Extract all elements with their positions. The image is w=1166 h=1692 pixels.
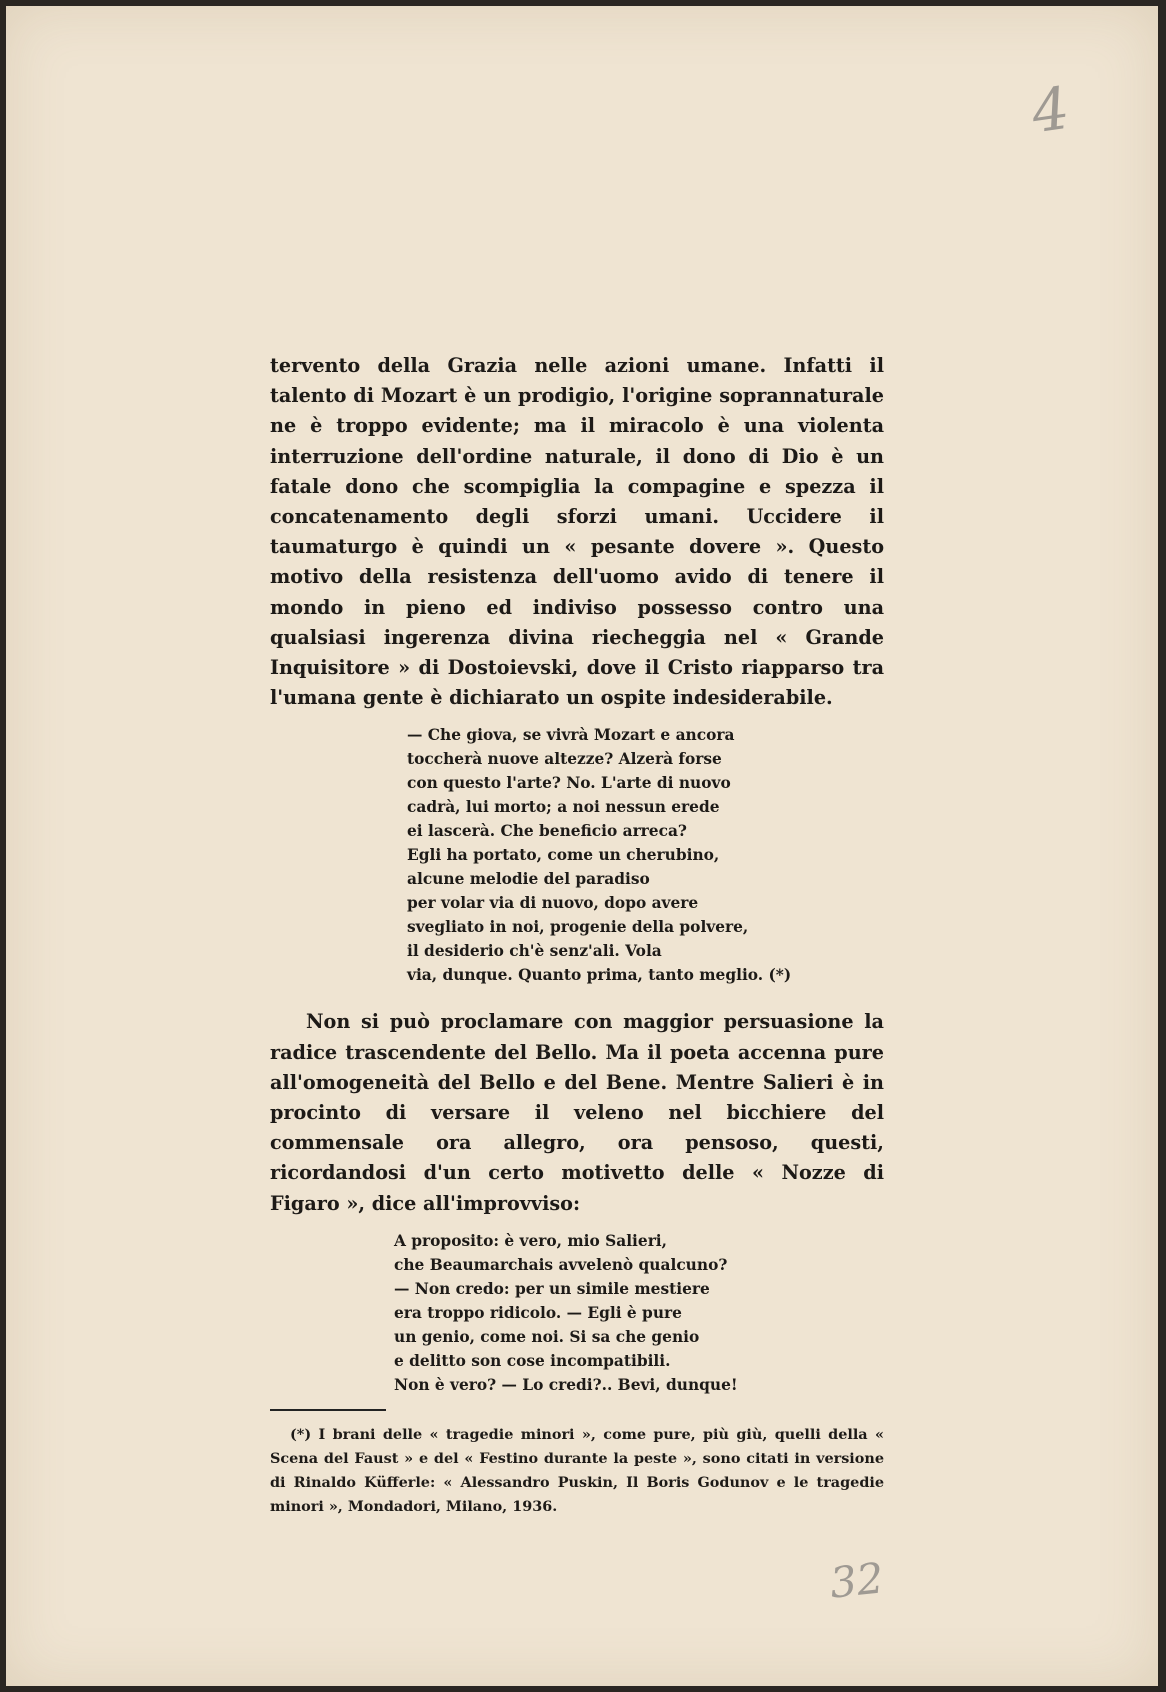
verse-block-2 bbox=[394, 1229, 884, 1397]
verse-line: — Non credo: per un simile mestiere bbox=[394, 1279, 710, 1298]
verse-line: Egli ha portato, come un cherubino, bbox=[407, 846, 720, 865]
paragraph-1: tervento della Grazia nelle azioni umane. Infatti il talento di Mozart è un prodigio, l'origine soprannaturale ne è troppo evidente; ma il miracolo è una violenta interruzione dell'ordine naturale, il dono di Dio è un fatale dono che scompiglia la compagine e spezza il concatenamento degli sforzi umani. Uccidere il taumaturgo è quindi un « pesante dovere ». Questo motivo della resistenza dell'uomo avido di tenere il mondo in pieno ed indiviso possesso contro una qualsiasi ingerenza divina riecheggia nel « Grande Inquisitore » di Dostoievski, dove il Cristo riapparso tra l'umana gente è dichiarato un ospite indesiderabile. bbox=[270, 354, 884, 710]
verse-line: toccherà nuove altezze? Alzerà forse bbox=[407, 750, 722, 769]
verse-block-1 bbox=[407, 723, 884, 987]
footnote-divider bbox=[270, 1409, 386, 1411]
verse-line: per volar via di nuovo, dopo avere bbox=[407, 894, 699, 913]
verse-line: A proposito: è vero, mio Salieri, bbox=[394, 1231, 668, 1250]
footnote: (*) I brani delle « tragedie minori », come pure, più giù, quelli della « Scena del Faust » e del « Festino durante la peste », sono citati in versione di Rinaldo Küfferle: « Alessandro Puskin, Il Boris Godunov e le tragedie minori », Mondadori, Milano, 1936. bbox=[270, 1425, 884, 1515]
verse-line: era troppo ridicolo. — Egli è pure bbox=[394, 1303, 682, 1322]
verse-line: — Che giova, se vivrà Mozart e ancora bbox=[407, 726, 735, 745]
verse-line: il desiderio ch'è senz'ali. Vola bbox=[407, 942, 662, 961]
handwritten-page-number-bottom: 32 bbox=[827, 1553, 886, 1608]
verse-line: con questo l'arte? No. L'arte di nuovo bbox=[407, 774, 731, 793]
verse-line: un genio, come noi. Si sa che genio bbox=[394, 1327, 700, 1346]
verse-line: via, dunque. Quanto prima, tanto meglio. (*) bbox=[407, 966, 792, 985]
verse-line: cadrà, lui morto; a noi nessun erede bbox=[407, 798, 720, 817]
verse-line: che Beaumarchais avvelenò qualcuno? bbox=[394, 1255, 728, 1274]
document-page bbox=[6, 6, 1158, 1686]
verse-line: alcune melodie del paradiso bbox=[407, 870, 650, 889]
handwritten-page-number-top: 4 bbox=[1027, 73, 1074, 147]
page-body bbox=[270, 351, 884, 1519]
verse-line: svegliato in noi, progenie della polvere, bbox=[407, 918, 749, 937]
verse-line: Non è vero? — Lo credi?.. Bevi, dunque! bbox=[394, 1375, 738, 1394]
verse-line: ei lascerà. Che beneficio arreca? bbox=[407, 822, 687, 841]
paragraph-2: Non si può proclamare con maggior persuasione la radice trascendente del Bello. Ma il poeta accenna pure all'omogeneità del Bello e del Bene. Mentre Salieri è in procinto di versare il veleno nel bicchiere del commensale ora allegro, ora pensoso, questi, ricordandosi d'un certo motivetto delle « Nozze di Figaro », dice all'improvviso: bbox=[270, 1010, 884, 1215]
verse-line: e delitto son cose incompatibili. bbox=[394, 1351, 671, 1370]
